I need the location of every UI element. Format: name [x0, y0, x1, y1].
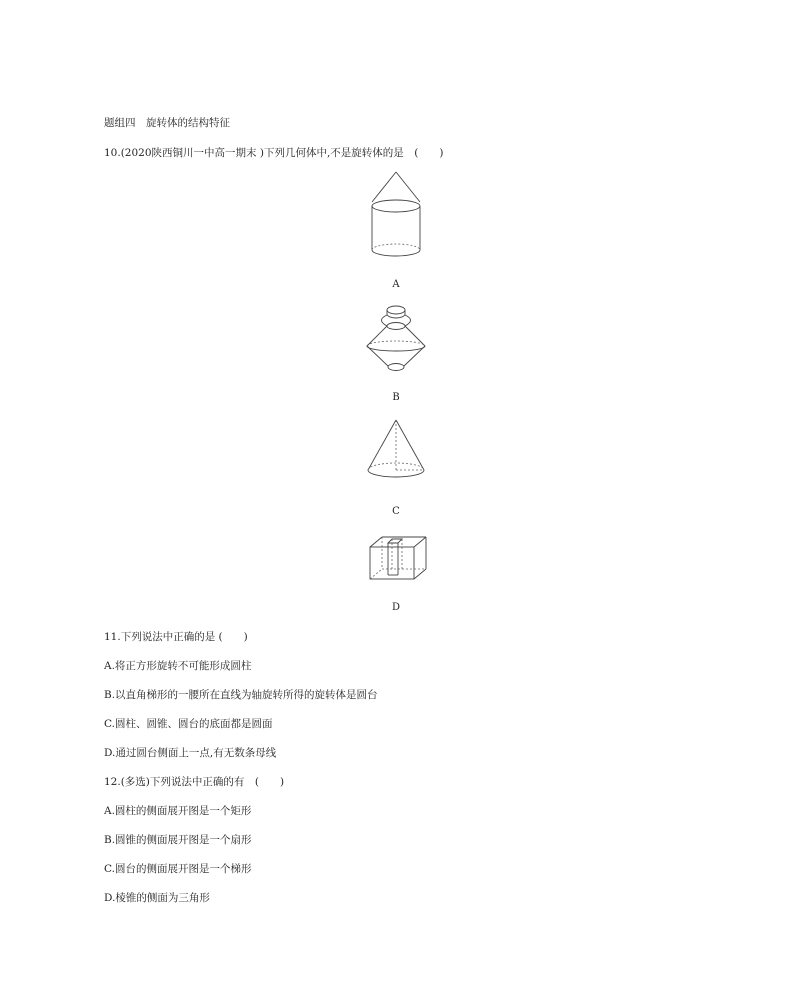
- question-12-stem: 12.(多选)下列说法中正确的有 ( ): [104, 776, 285, 788]
- question-11-option-c: C.圆柱、圆锥、圆台的底面都是圆面: [104, 718, 273, 730]
- figure-a-label: A: [392, 279, 400, 290]
- figure-a-cone-on-cylinder-icon: [364, 170, 428, 262]
- question-11-stem: 11.下列说法中正确的是 ( ): [104, 631, 248, 643]
- question-11-option-d: D.通过圆台侧面上一点,有无数条母线: [104, 747, 277, 759]
- question-12-option-c: C.圆台的侧面展开图是一个梯形: [104, 863, 252, 875]
- figure-c-cone-icon: [364, 418, 428, 486]
- figure-d-label: D: [391, 602, 401, 613]
- figure-b-stacked-solid-icon: [364, 304, 428, 376]
- question-12-option-a: A.圆柱的侧面展开图是一个矩形: [104, 805, 252, 817]
- question-10-stem: 10.(2020陕西铜川一中高一期末 )下列几何体中,不是旋转体的是 ( ): [104, 147, 444, 159]
- section-title: 题组四 旋转体的结构特征: [104, 117, 230, 129]
- figure-c-label: C: [392, 506, 400, 517]
- figure-d-cube-with-hole-icon: [366, 535, 430, 583]
- question-11-option-b: B.以直角梯形的一腰所在直线为轴旋转所得的旋转体是圆台: [104, 689, 378, 701]
- question-12-option-d: D.棱锥的侧面为三角形: [104, 892, 210, 904]
- question-11-option-a: A.将正方形旋转不可能形成圆柱: [104, 660, 252, 672]
- question-12-option-b: B.圆锥的侧面展开图是一个扇形: [104, 834, 252, 846]
- figure-b-label: B: [392, 392, 400, 403]
